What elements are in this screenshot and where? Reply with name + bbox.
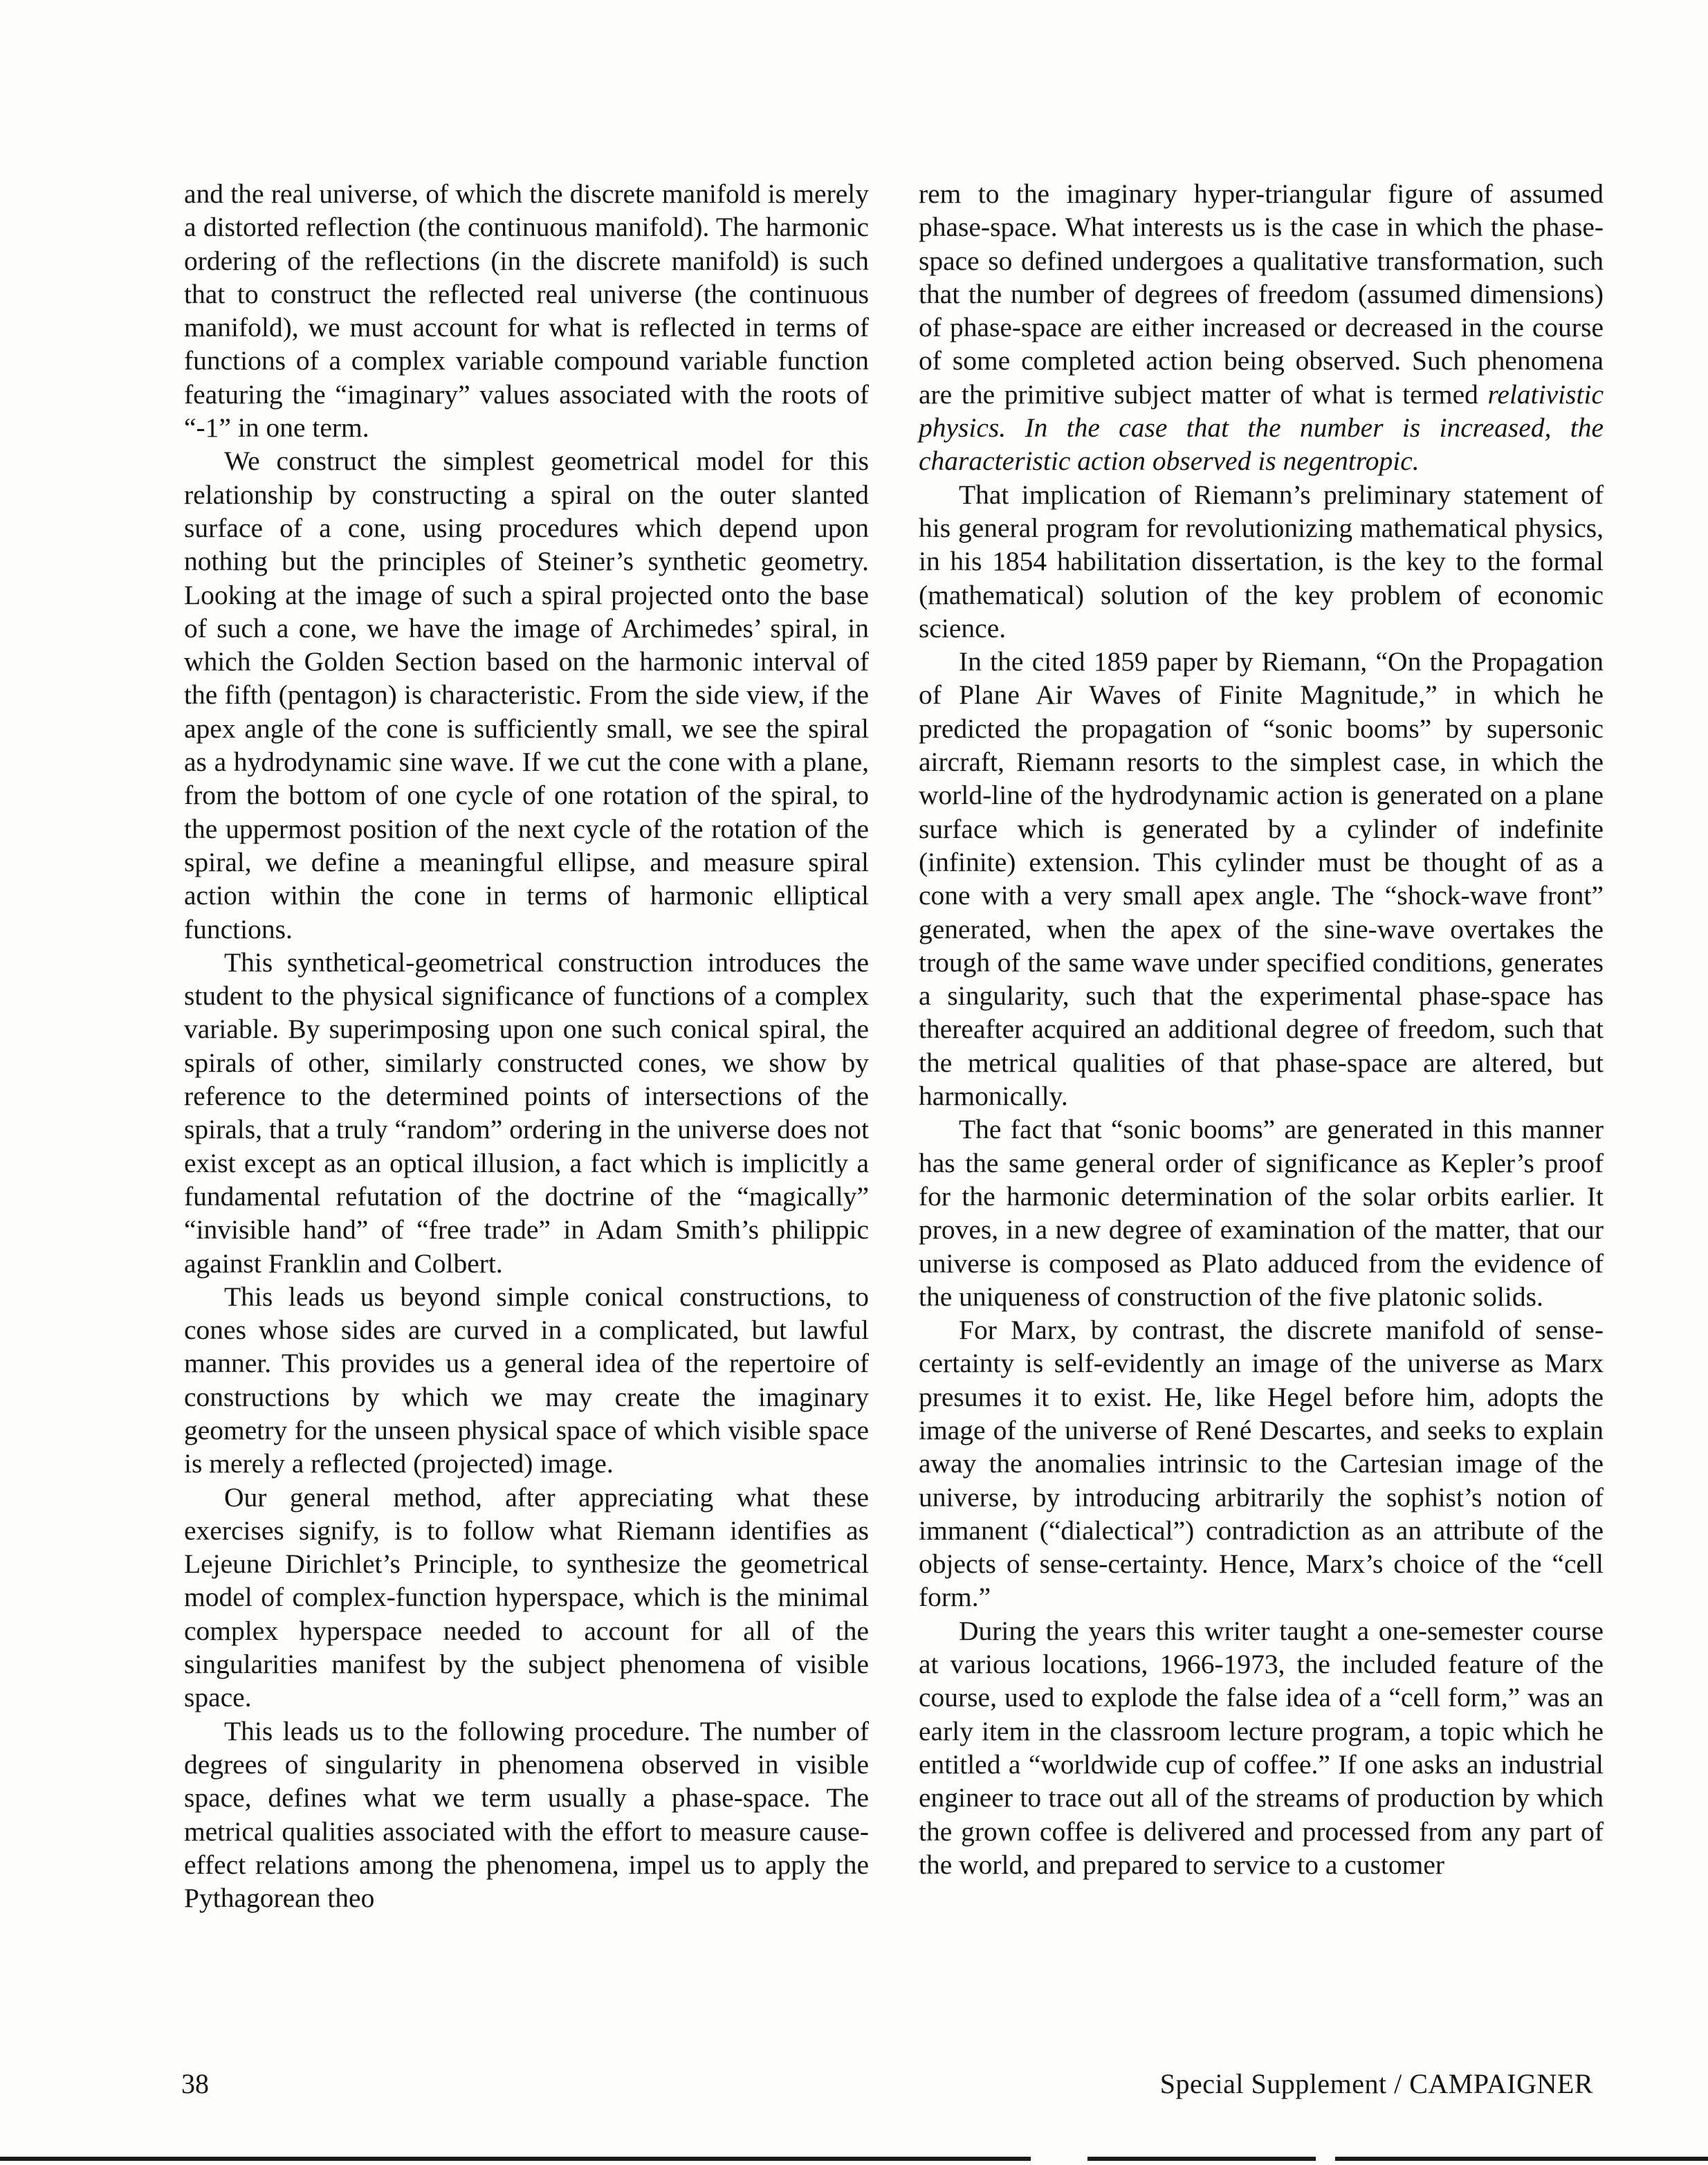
paragraph: This synthetical-geometrical construction introduces the student to the physical significance of functions of a complex variable. By superimposing upon one such conical spiral, the spirals of other, similarly constructed cones, we show by reference to the determined points of intersections of the spirals, that a truly “random” ordering in the universe does not exist except as an optical illusion, a fact which is implicitly a fundamental refutation of the doctrine of the “magically” “invisible hand” of “free trade” in Adam Smith’s philippic against Franklin and Colbert. (184, 947, 869, 1279)
paragraph: This leads us beyond simple conical constructions, to cones whose sides are curved in a complicated, but lawful manner. This provides us a general idea of the repertoire of constructions by which we may create the imaginary geometry for the unseen physical space of which visible space is merely a reflected (projected) image. (184, 1281, 869, 1479)
paragraph: That implication of Riemann’s preliminary statement of his general program for revolutionizing mathematical physics, in his 1854 habilitation dissertation, is the key to the formal (mathematical) solution of the key problem of economic science. (919, 479, 1604, 643)
bottom-rule (0, 2157, 1031, 2161)
italic-emphasis: relativistic physics. In the case that the number is increased, the characteristic action observed is negentropic. (919, 378, 1604, 477)
paragraph: For Marx, by contrast, the discrete manifold of sense-certainty is self-evidently an image of the universe as Marx presumes it to exist. He, like Hegel before him, adopts the image of the universe of René Descartes, and seeks to explain away the anomalies intrinsic to the Cartesian image of the universe, by introducing arbitrarily the sophist’s notion of immanent (“dialectical”) contradiction as an attribute of the objects of sense-certainty. Hence, Marx’s choice of the “cell form.” (919, 1315, 1604, 1613)
paragraph: and the real universe, of which the discrete manifold is merely a distorted reflection (the continuous manifold). The harmonic ordering of the reflections (in the discrete manifold) is such that to construct the reflected real universe (the continuous manifold), we must account for what is reflected in terms of functions of a complex variable compound variable function featuring the “imaginary” values associated with the roots of “-1” in one term. (184, 179, 869, 444)
paragraph-text: rem to the imaginary hyper-triangular figure of assumed phase-space. What interests us is the case in which the phase-space so defined undergoes a qualitative transformation, such that the number of degrees of freedom (assumed dimensions) of phase-space are either increased or decreased in the course of some completed action being observed. Such phenomena are the primitive subject matter of what is termed (919, 179, 1604, 410)
paragraph: In the cited 1859 paper by Riemann, “On the Propagation of Plane Air Waves of Finite Magnitude,” in which he predicted the propagation of “sonic booms” by supersonic aircraft, Riemann resorts to the simplest case, in which the world-line of the hydrodynamic action is generated on a plane surface which is generated by a cylinder of indefinite (infinite) extension. This cylinder must be thought of as a cone with a very small apex angle. The “shock-wave front” generated, when the apex of the sine-wave overtakes the trough of the same wave under specified conditions, generates a singularity, such that the experimental phase-space has thereafter acquired an additional degree of freedom, such that the metrical qualities of that phase-space are altered, but harmonically. (919, 646, 1604, 1112)
paragraph: This leads us to the following procedure. The number of degrees of singularity in phenomena observed in visible space, defines what we term usually a phase-space. The metrical qualities associated with the effort to measure cause-effect relations among the phenomena, impel us to apply the Pythagorean theo (184, 1715, 869, 1914)
right-text-column (919, 177, 1604, 1881)
bottom-rule (1335, 2157, 1708, 2161)
left-text-column (184, 177, 869, 1915)
running-footer-title: Special Supplement / CAMPAIGNER (1159, 2068, 1593, 2099)
paragraph: During the years this writer taught a one-semester course at various locations, 1966-1973, the included feature of the course, used to explode the false idea of a “cell form,” was an early item in the classroom lecture program, a topic which he entitled a “worldwide cup of coffee.” If one asks an industrial engineer to trace out all of the streams of production by which the grown coffee is delivered and processed from any part of the world, and prepared to service to a customer (919, 1615, 1604, 1880)
page-number: 38 (181, 2068, 209, 2099)
paragraph (919, 177, 1604, 478)
paragraph: The fact that “sonic booms” are generated in this manner has the same general order of significance as Kepler’s proof for the harmonic determination of the solar orbits earlier. It proves, in a new degree of examination of the matter, that our universe is composed as Plato adduced from the evidence of the uniqueness of construction of the five platonic solids. (919, 1114, 1604, 1312)
bottom-rule (1087, 2157, 1316, 2161)
paragraph: Our general method, after appreciating what these exercises signify, is to follow what Riemann identifies as Lejeune Dirichlet’s Principle, to synthesize the geometrical model of complex-function hyperspace, which is the minimal complex hyperspace needed to account for all of the singularities manifest by the subject phenomena of visible space. (184, 1481, 869, 1713)
paragraph: We construct the simplest geometrical model for this relationship by constructing a spiral on the outer slanted surface of a cone, using procedures which depend upon nothing but the principles of Steiner’s synthetic geometry. Looking at the image of such a spiral projected onto the base of such a cone, we have the image of Archimedes’ spiral, in which the Golden Section based on the harmonic interval of the fifth (pentagon) is characteristic. From the side view, if the apex angle of the cone is sufficiently small, we see the spiral as a hydrodynamic sine wave. If we cut the cone with a plane, from the bottom of one cycle of one rotation of the spiral, to the uppermost position of the next cycle of the rotation of the spiral, we define a meaningful ellipse, and measure spiral action within the cone in terms of harmonic elliptical functions. (184, 446, 869, 944)
